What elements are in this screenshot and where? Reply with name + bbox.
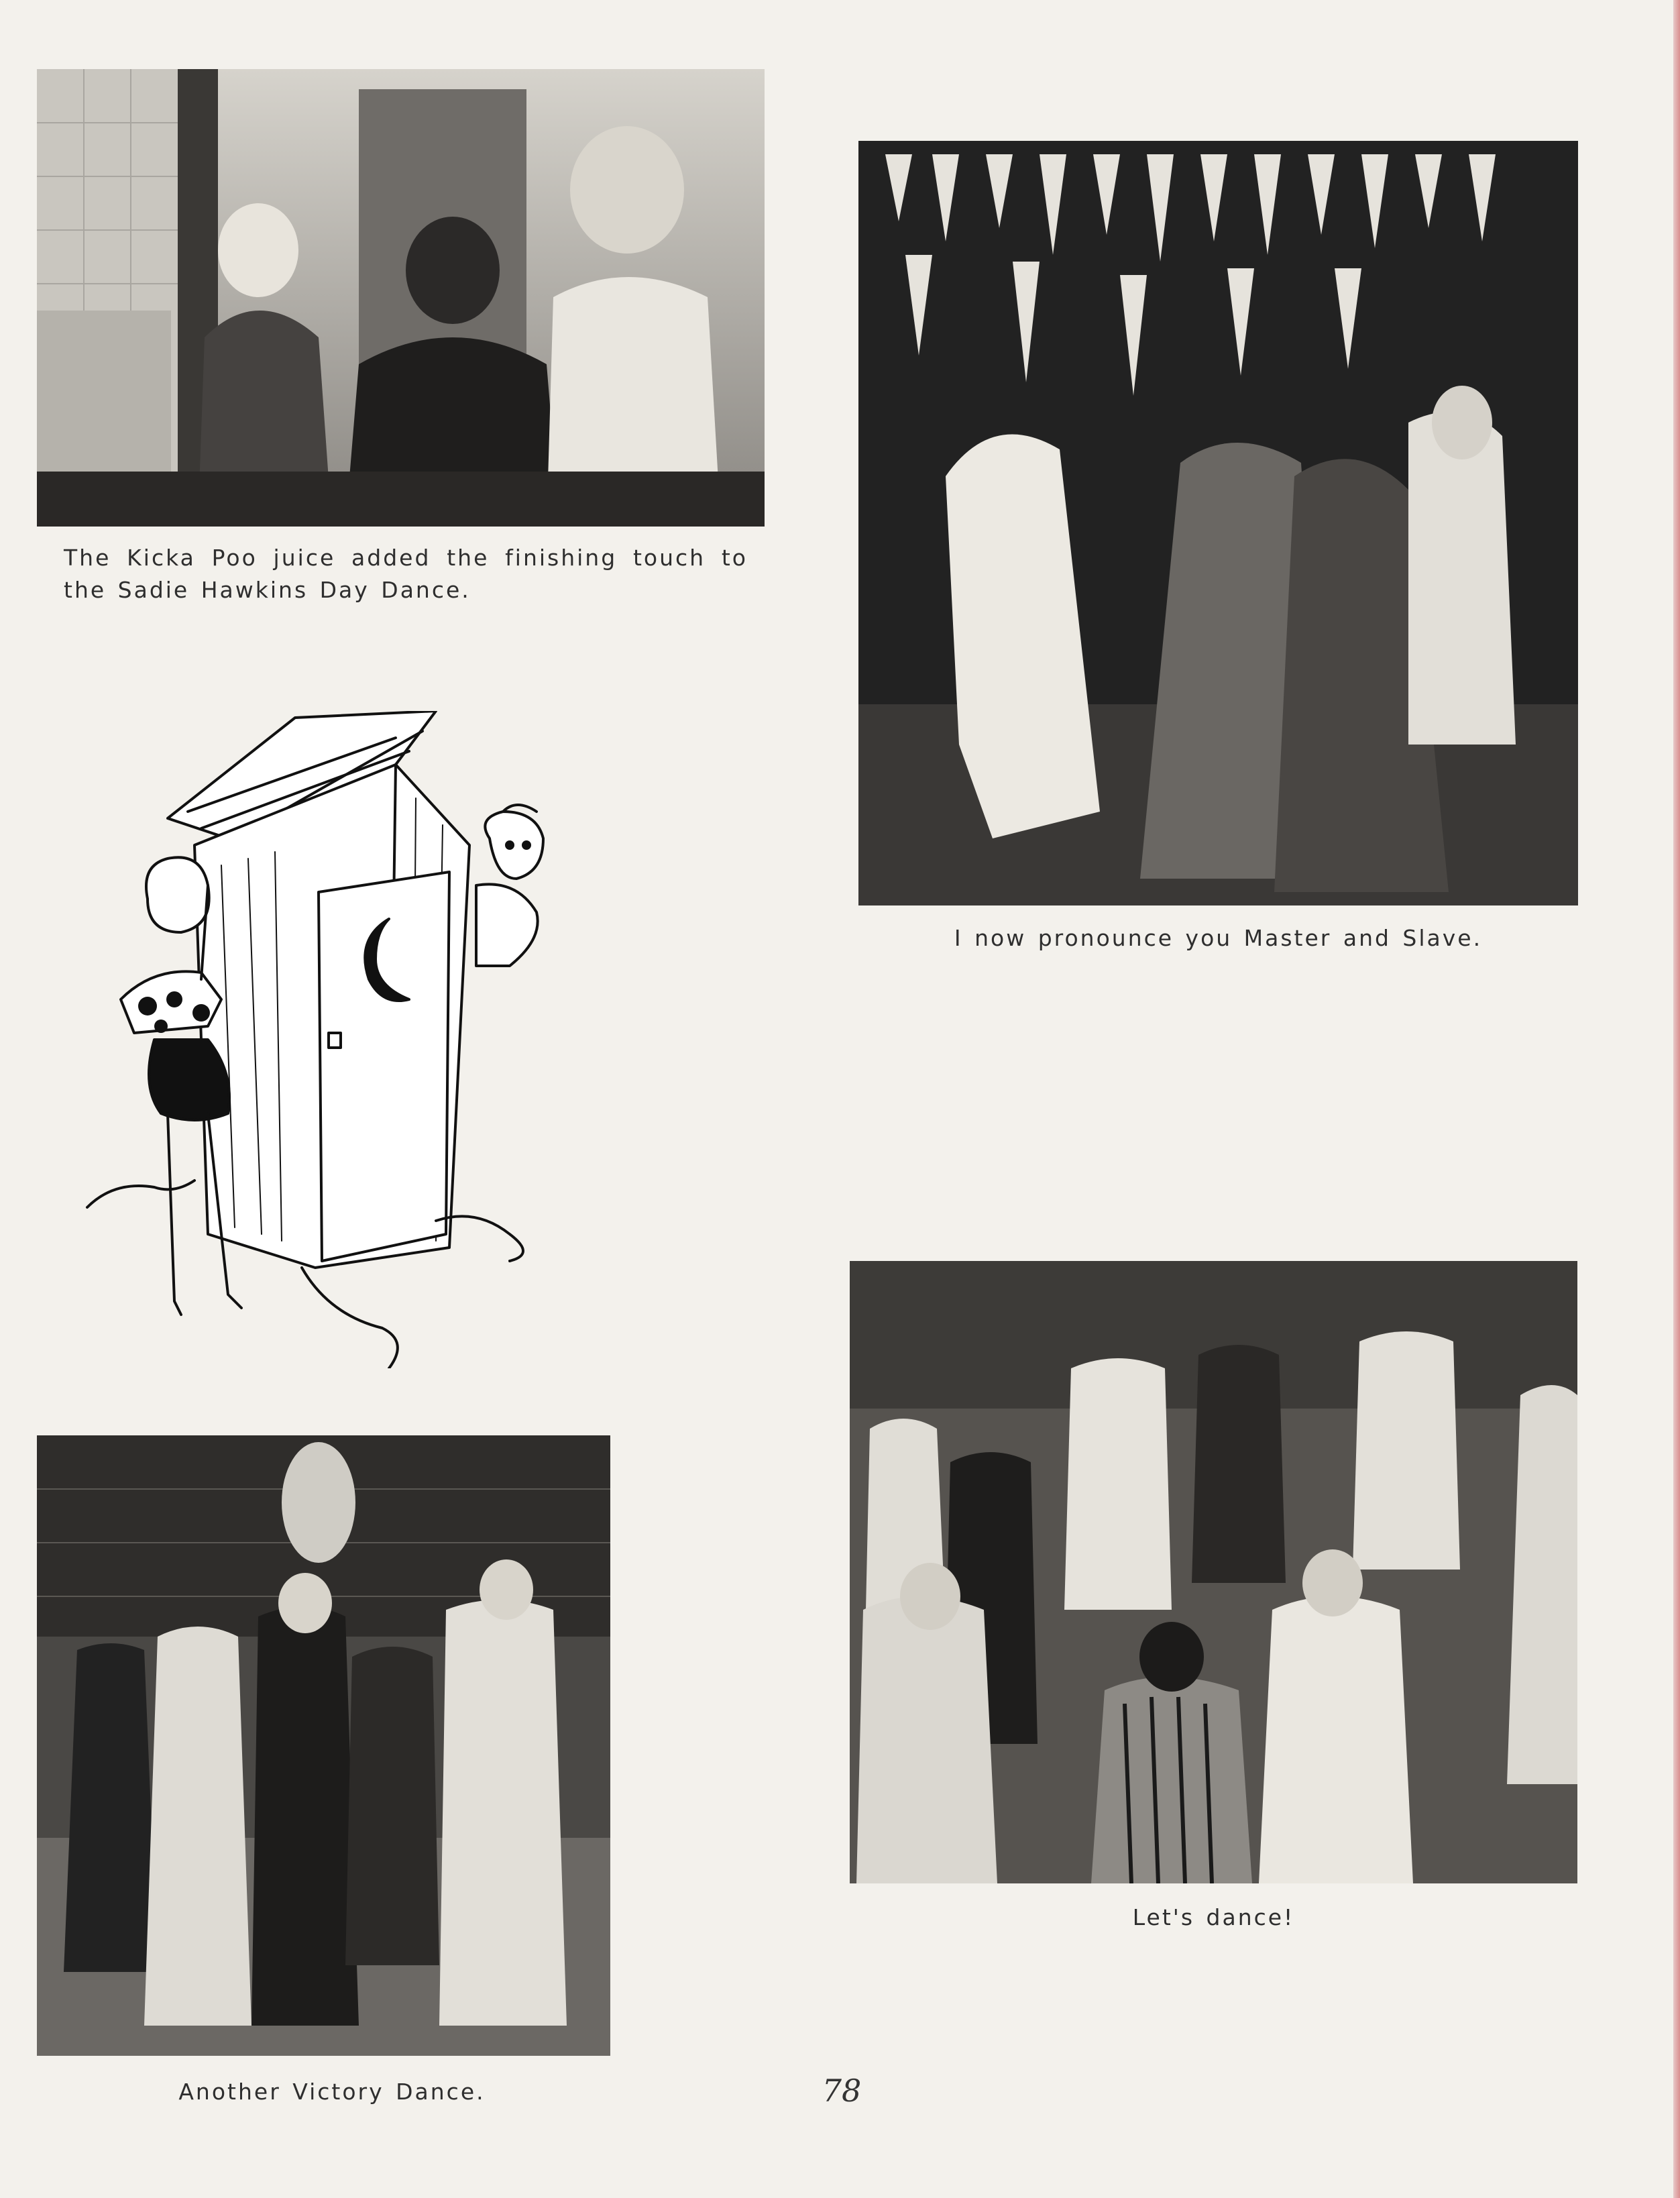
page-edge	[1673, 0, 1680, 2198]
photo-lets-dance	[850, 1261, 1577, 1883]
caption-master-and-slave: I now pronounce you Master and Slave.	[954, 925, 1483, 951]
page-number: 78	[822, 2073, 862, 2109]
photo-victory-dance	[37, 1435, 610, 2056]
caption-kicka-poo-juice: The Kicka Poo juice added the finishing touch to the Sadie Hawkins Day Dance.	[64, 545, 748, 603]
photo-master-and-slave	[858, 141, 1578, 905]
photo-kicka-poo-juice	[37, 69, 765, 527]
caption-lets-dance: Let's dance!	[1132, 1904, 1295, 1930]
caption-victory-dance: Another Victory Dance.	[178, 2079, 486, 2105]
outhouse-cartoon-icon	[74, 711, 583, 1368]
